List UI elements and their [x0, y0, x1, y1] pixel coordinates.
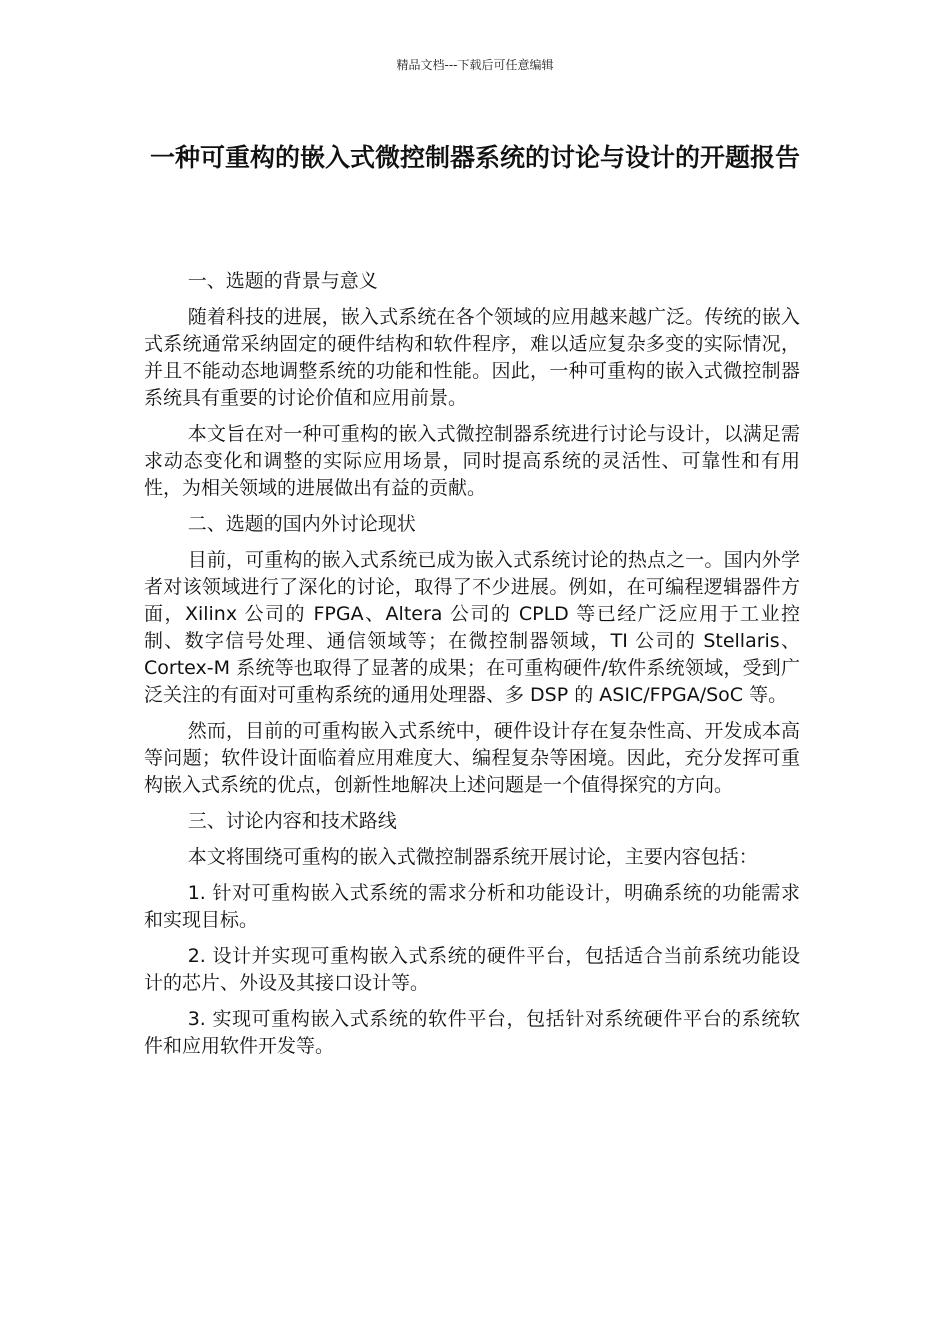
list-item: 1. 针对可重构嵌入式系统的需求分析和功能设计，明确系统的功能需求和实现目标。 [144, 882, 800, 931]
section-heading: 一、选题的背景与意义 [187, 270, 378, 292]
page-header: 精品文档---下载后可任意编辑 [396, 58, 554, 72]
paragraph: 目前，可重构的嵌入式系统已成为嵌入式系统讨论的热点之一。国内外学者对该领域进行了深化的讨论，取得了不少进展。例如，在可编程逻辑器件方面，Xilinx 公司的 FPGA、Altera 公司的 CPLD 等已经广泛应用于工业控制、数字信号处理、通信领域等；在微控制器领域，TI 公司的 Stellaris、Cortex-M 系统等也取得了显著的成果；在可重构硬件/软件系统领域，受到广泛关注的有面对可重构系统的通用处理器、多 DSP 的 ASIC/FPGA/SoC 等。 [144, 549, 800, 706]
list-item: 3. 实现可重构嵌入式系统的软件平台，包括针对系统硬件平台的系统软件和应用软件开发等。 [144, 1008, 800, 1057]
document-body [144, 268, 800, 1069]
paragraph: 本文将围绕可重构的嵌入式微控制器系统开展讨论，主要内容包括： [187, 846, 758, 868]
section-heading: 三、讨论内容和技术路线 [187, 810, 397, 832]
list-item: 2. 设计并实现可重构嵌入式系统的硬件平台，包括适合当前系统功能设计的芯片、外设及其接口设计等。 [144, 945, 800, 994]
paragraph: 本文旨在对一种可重构的嵌入式微控制器系统进行讨论与设计，以满足需求动态变化和调整的实际应用场景，同时提高系统的灵活性、可靠性和有用性，为相关领域的进展做出有益的贡献。 [144, 423, 800, 499]
paragraph: 然而，目前的可重构嵌入式系统中，硬件设计存在复杂性高、开发成本高等问题；软件设计面临着应用难度大、编程复杂等困境。因此，充分发挥可重构嵌入式系统的优点，创新性地解决上述问题是一个值得探究的方向。 [144, 720, 800, 796]
paragraph: 随着科技的进展，嵌入式系统在各个领域的应用越来越广泛。传统的嵌入式系统通常采纳固定的硬件结构和软件程序，难以适应复杂多变的实际情况，并且不能动态地调整系统的功能和性能。因此，一种可重构的嵌入式微控制器系统具有重要的讨论价值和应用前景。 [144, 306, 800, 409]
document-title: 一种可重构的嵌入式微控制器系统的讨论与设计的开题报告 [149, 143, 800, 172]
section-heading: 二、选题的国内外讨论现状 [187, 513, 416, 535]
